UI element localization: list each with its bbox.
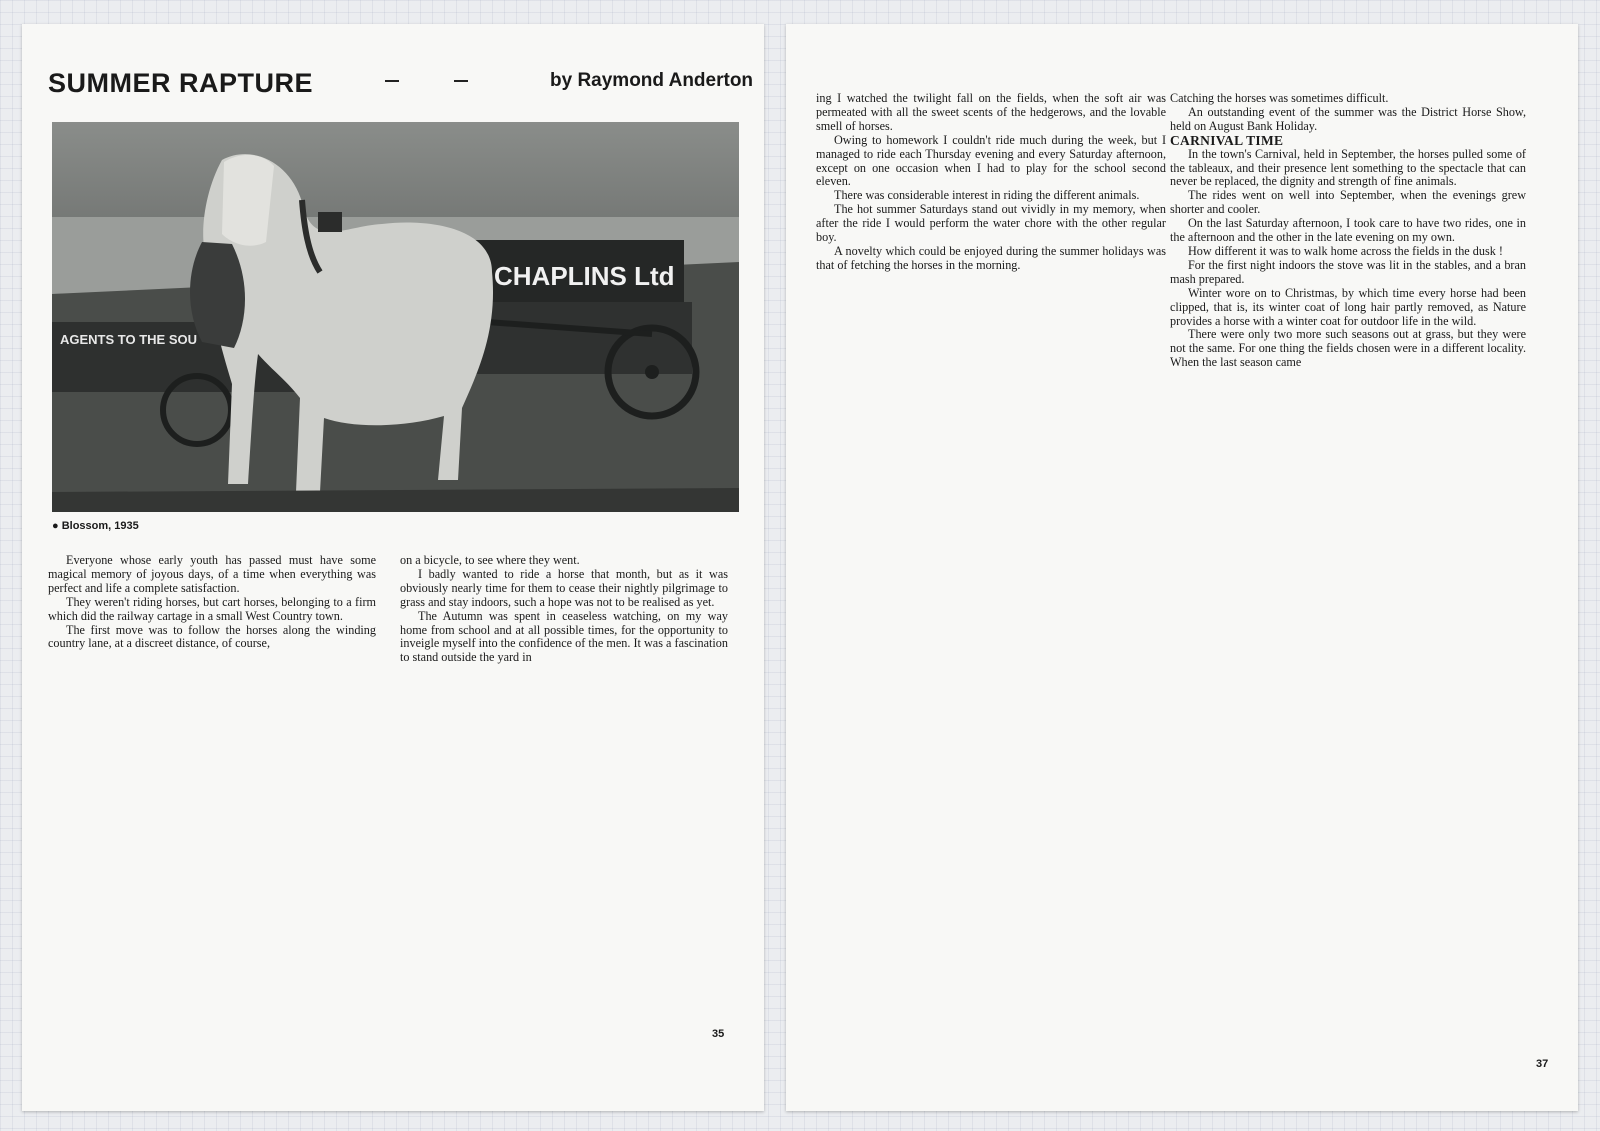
horse-photo xyxy=(52,122,739,512)
paragraph: Everyone whose early youth has passed must have some magical memory of joyous days, of a time when everything was perfect and life a complete satisfaction. xyxy=(48,554,376,595)
paragraph: They weren't riding horses, but cart horses, belonging to a firm which did the railway cartage in a small West Country town. xyxy=(48,594,376,623)
paragraph: There was considerable interest in riding the different animals. xyxy=(834,188,1140,203)
page-number: 35 xyxy=(712,1028,725,1040)
paragraph: The Autumn was spent in ceaseless watching, on my way home from school and at all possible times, for the opportunity to inveigle myself into the confidence of the men. It was a fascination to stand outside the yard in xyxy=(400,608,728,665)
paragraph: In the town's Carnival, held in September, the horses pulled some of the tableaux, and their presence lent something to the spectacle that can never be replaced, the dignity and strength of fine animals. xyxy=(1170,146,1526,189)
byline: by Raymond Anderton xyxy=(550,70,754,91)
page-number: 37 xyxy=(1536,1058,1549,1070)
paragraph: Winter wore on to Christmas, by which time every horse had been clipped, that is, its winter coat of long hair partly removed, as Nature provides a horse with a winter coat for outdoor life in the wild. xyxy=(1170,285,1526,328)
left-column-1 xyxy=(48,554,376,1042)
paragraph: The rides went on well into September, when the evenings grew shorter and cooler. xyxy=(1170,188,1526,217)
right-page xyxy=(786,24,1578,1111)
paragraph: The hot summer Saturdays stand out vividly in my memory, when after the ride I would perform the water chore with the other regular boy. xyxy=(816,202,1166,245)
paragraph: ing I watched the twilight fall on the fields, when the soft air was permeated with all the sweet scents of the hedgerows, and the lovable smell of horses. xyxy=(816,92,1166,133)
wagon-side-text: AGENTS TO THE SOU xyxy=(60,332,197,347)
paragraph: on a bicycle, to see where they went. xyxy=(400,554,580,567)
title-dash xyxy=(385,80,399,82)
paragraph: A novelty which could be enjoyed during the summer holidays was that of fetching the horses in the morning. xyxy=(816,243,1166,272)
right-column-1 xyxy=(816,92,1166,1046)
paragraph: The first move was to follow the horses along the winding country lane, at a discreet distance, of course, xyxy=(48,622,376,651)
paragraph: An outstanding event of the summer was the District Horse Show, held on August Bank Holiday. xyxy=(1170,104,1526,133)
horse-photo-illustration xyxy=(52,122,739,512)
chaplins-sign-text: CHAPLINS Ltd xyxy=(494,261,675,291)
paragraph: Catching the horses was sometimes difficult. xyxy=(1170,92,1389,105)
paragraph: On the last Saturday afternoon, I took care to have two rides, one in the afternoon and the other in the late evening on my own. xyxy=(1170,216,1526,245)
paragraph: Owing to homework I couldn't ride much during the week, but I managed to ride each Thursday evening and every Saturday afternoon, except on one occasion when I had to play for the school second eleven. xyxy=(816,132,1166,189)
paragraph: For the first night indoors the stove was lit in the stables, and a bran mash prepared. xyxy=(1170,257,1526,286)
paragraph: I badly wanted to ride a horse that month, but as it was obviously nearly time for them to cease their nightly pilgrimage to grass and stay indoors, such a hope was not to be realised as yet. xyxy=(400,566,728,609)
photo-caption: ● Blossom, 1935 xyxy=(52,520,139,532)
title-dash xyxy=(454,80,468,82)
left-column-2 xyxy=(400,554,728,1030)
left-page xyxy=(22,24,764,1111)
paragraph: There were only two more such seasons out at grass, but they were not the same. For one thing the fields chosen were in a different locality. When the last season came xyxy=(1170,327,1526,370)
article-title: SUMMER RAPTURE xyxy=(48,68,314,98)
right-column-2 xyxy=(1170,92,1526,1046)
section-heading: CARNIVAL TIME xyxy=(1170,132,1284,148)
paragraph: How different it was to walk home across the fields in the dusk ! xyxy=(1188,243,1503,258)
